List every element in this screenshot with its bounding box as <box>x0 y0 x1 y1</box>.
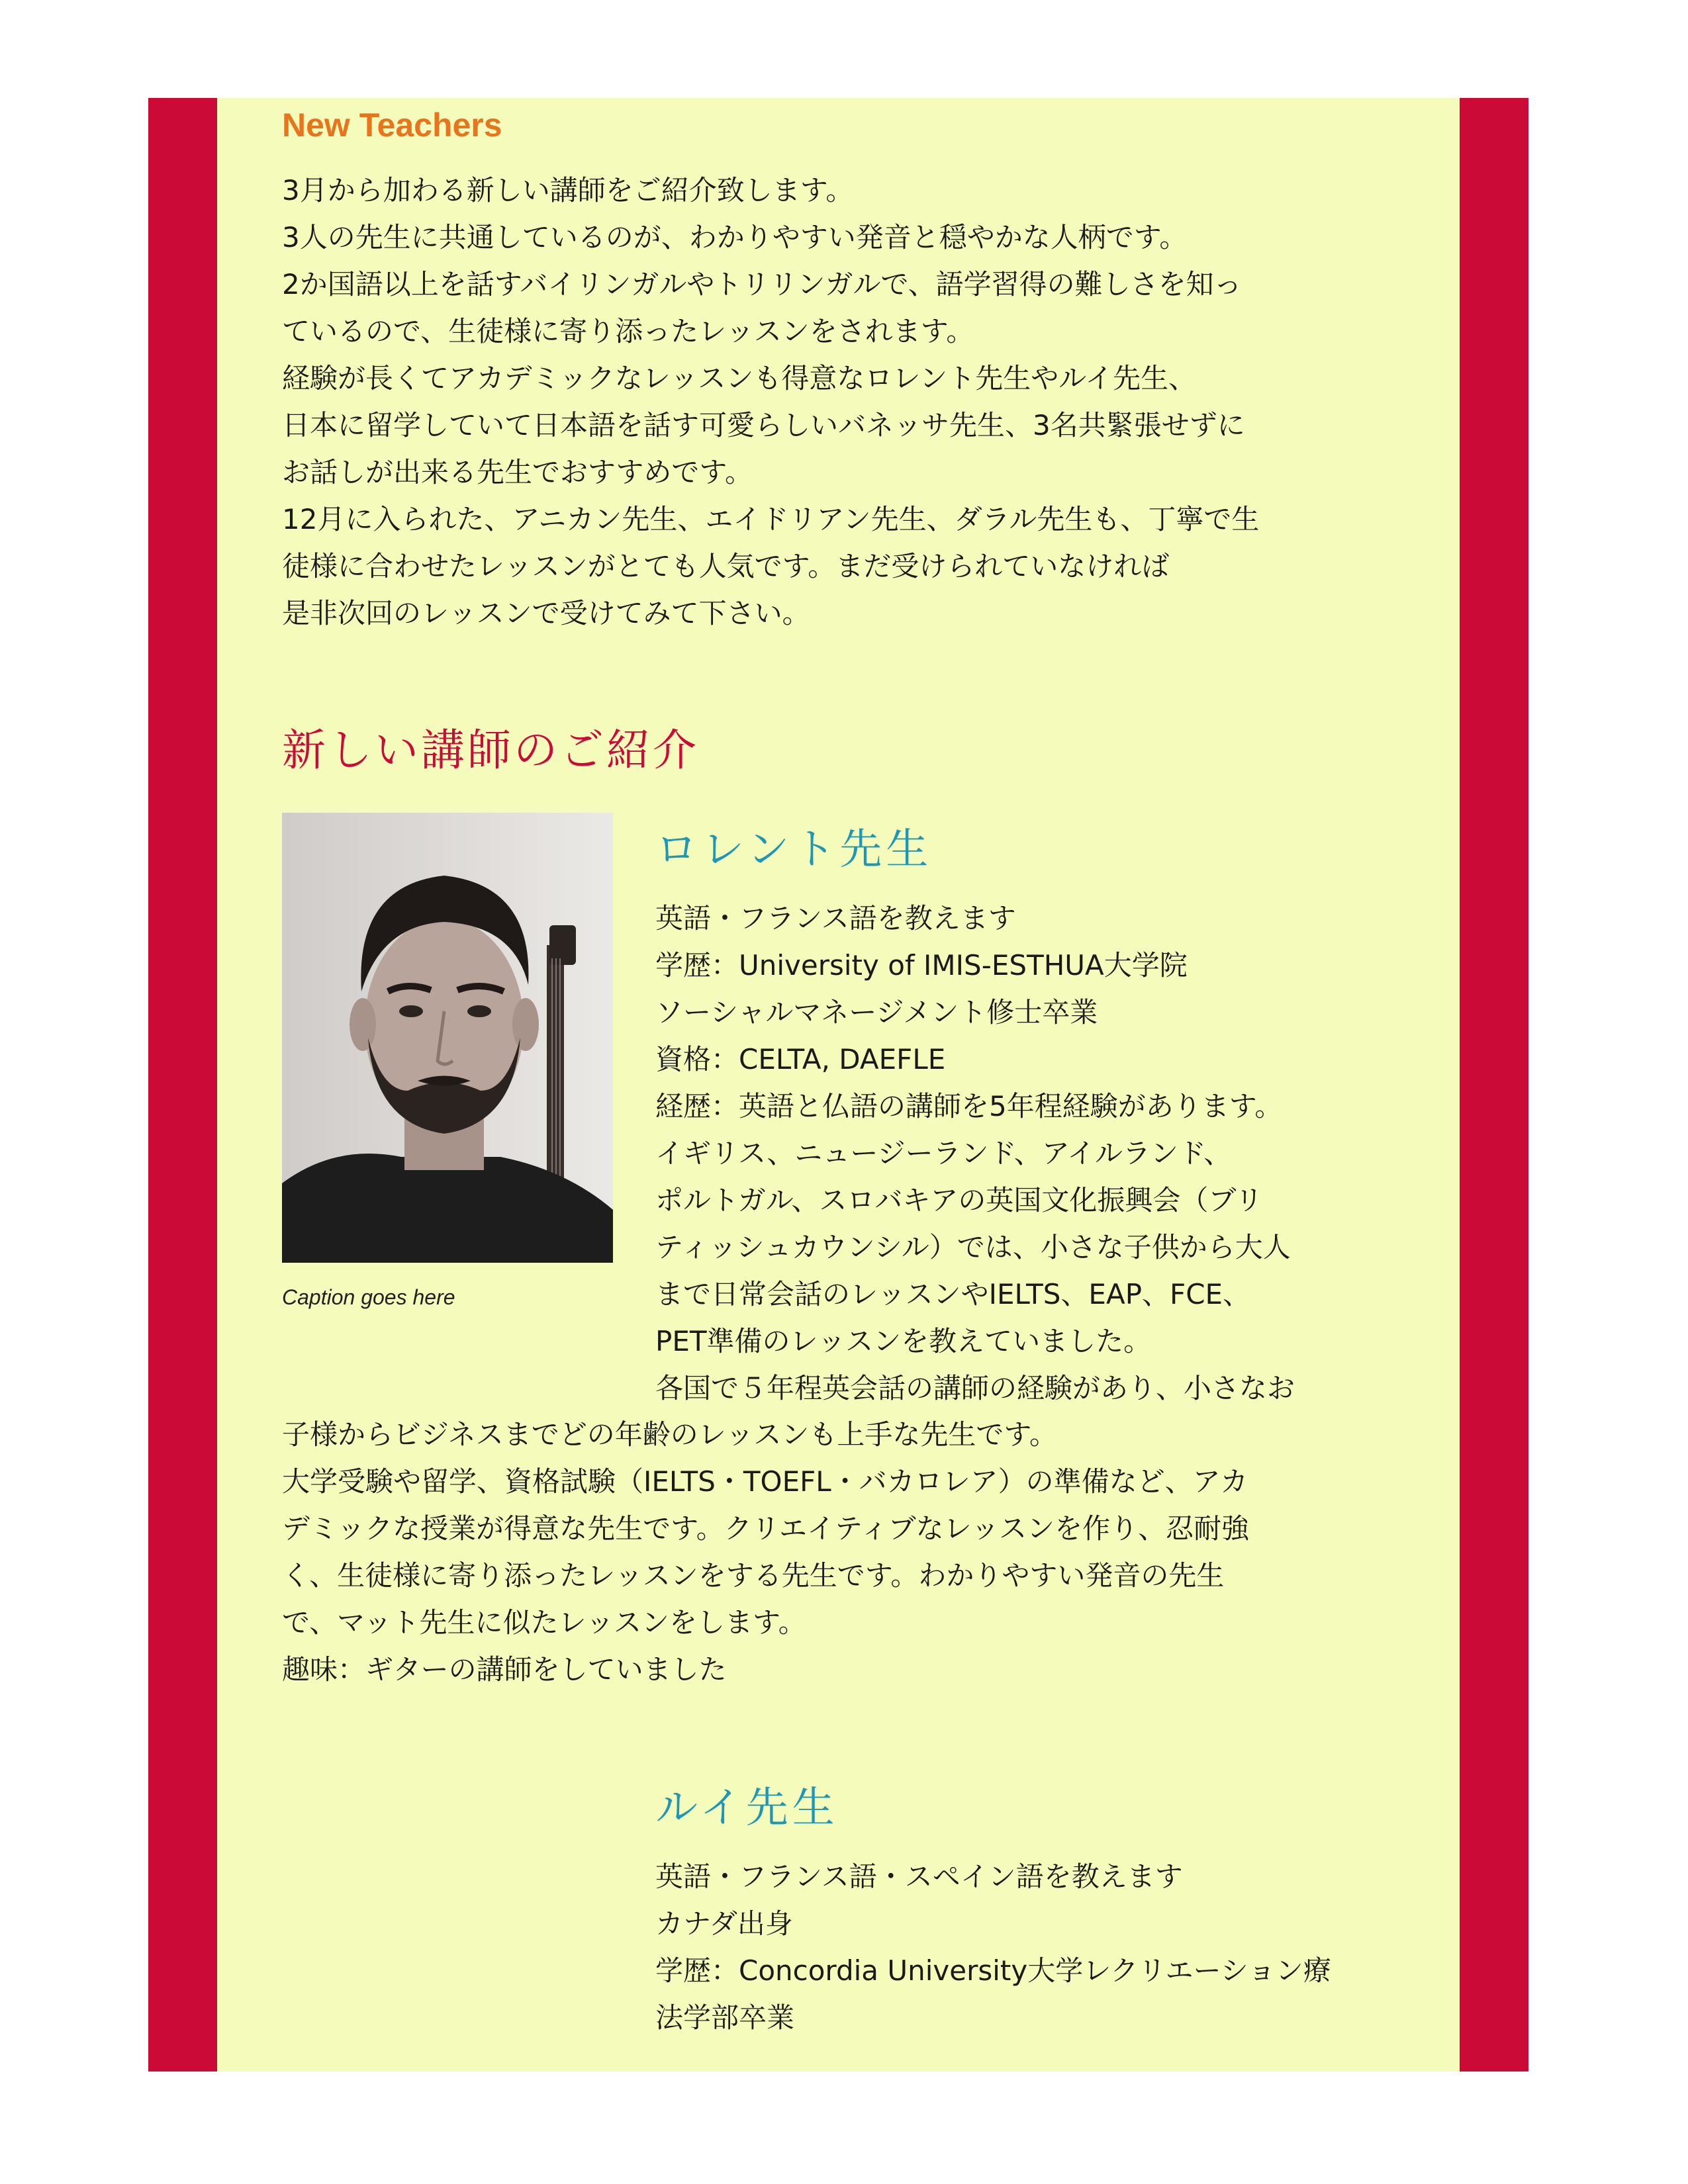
profile-line: 経歴：英語と仏語の講師を5年程経験があります。 <box>655 1090 1283 1122</box>
intro-paragraph <box>282 167 1421 637</box>
intro-line: お話しが出来る先生でおすすめです。 <box>282 456 753 488</box>
profile-line: 学歴：University of IMIS-ESTHUA大学院 <box>655 949 1188 981</box>
teacher2-profile <box>655 1853 1331 2041</box>
photo-caption: Caption goes here <box>282 1285 455 1309</box>
profile-line: 学歴：Concordia University大学レクリエーション療 <box>655 1954 1331 1987</box>
profile-line: 英語・フランス語・スペイン語を教えます <box>655 1860 1183 1893</box>
profile-line: 各国で５年程英会話の講師の経験があり、小さなお <box>655 1372 1295 1404</box>
profile-line: ポルトガル、スロバキアの英国文化振興会（ブリ <box>655 1184 1263 1216</box>
intro-line: 3月から加わる新しい講師をご紹介致します。 <box>282 174 854 206</box>
intro-line: 経験が長くてアカデミックなレッスンも得意なロレント先生やルイ先生、 <box>282 362 1197 394</box>
profile-line: カナダ出身 <box>655 1907 793 1940</box>
left-red-border <box>148 98 217 2071</box>
intro-line: ているので、生徒様に寄り添ったレッスンをされます。 <box>282 315 974 347</box>
profile-line: 大学受験や留学、資格試験（IELTS・TOEFL・バカロレア）の準備など、アカ <box>282 1465 1248 1498</box>
profile-line: PET準備のレッスンを教えていました。 <box>655 1325 1152 1357</box>
profile-line: 子様からビジネスまでどの年齢のレッスンも上手な先生です。 <box>282 1418 1057 1451</box>
profile-line: く、生徒様に寄り添ったレッスンをする先生です。わかりやすい発音の先生 <box>282 1559 1225 1592</box>
profile-line: イギリス、ニュージーランド、アイルランド、 <box>655 1137 1232 1169</box>
profile-line: まで日常会話のレッスンやIELTS、EAP、FCE、 <box>655 1278 1251 1310</box>
profile-line: 趣味：ギターの講師をしていました <box>282 1653 727 1686</box>
profile-line: 資格：CELTA, DAEFLE <box>655 1043 946 1075</box>
profile-line: ソーシャルマネージメント修士卒業 <box>655 996 1098 1028</box>
section-label: New Teachers <box>282 107 502 144</box>
right-red-border <box>1460 98 1528 2071</box>
teacher-photo <box>282 813 613 1263</box>
intro-line: 3人の先生に共通しているのが、わかりやすい発音と穏やかな人柄です。 <box>282 221 1188 253</box>
teacher-name-louis: ルイ先生 <box>655 1784 839 1833</box>
profile-line: ティッシュカウンシル）では、小さな子供から大人 <box>655 1231 1291 1263</box>
page-heading: 新しい講師のご紹介 <box>282 725 699 776</box>
teacher1-profile-full-width <box>282 1411 1249 1693</box>
teacher-name-laurent: ロレント先生 <box>655 825 933 874</box>
intro-line: 是非次回のレッスンで受けてみて下さい。 <box>282 597 810 629</box>
intro-line: 12月に入られた、アニカン先生、エイドリアン先生、ダラル先生も、丁寧で生 <box>282 503 1260 535</box>
intro-line: 日本に留学していて日本語を話す可愛らしいバネッサ先生、3名共緊張せずに <box>282 409 1245 441</box>
intro-line: 徒様に合わせたレッスンがとても人気です。まだ受けられていなければ <box>282 550 1170 582</box>
profile-line: 英語・フランス語を教えます <box>655 902 1016 934</box>
profile-line: で、マット先生に似たレッスンをします。 <box>282 1606 806 1639</box>
intro-line: 2か国語以上を話すバイリンガルやトリリンガルで、語学習得の難しさを知っ <box>282 268 1242 300</box>
profile-line: 法学部卒業 <box>655 2001 795 2034</box>
profile-line: デミックな授業が得意な先生です。クリエイティブなレッスンを作り、忍耐強 <box>282 1512 1250 1545</box>
portrait-illustration <box>282 813 613 1263</box>
teacher1-profile-beside-photo <box>655 895 1295 1412</box>
